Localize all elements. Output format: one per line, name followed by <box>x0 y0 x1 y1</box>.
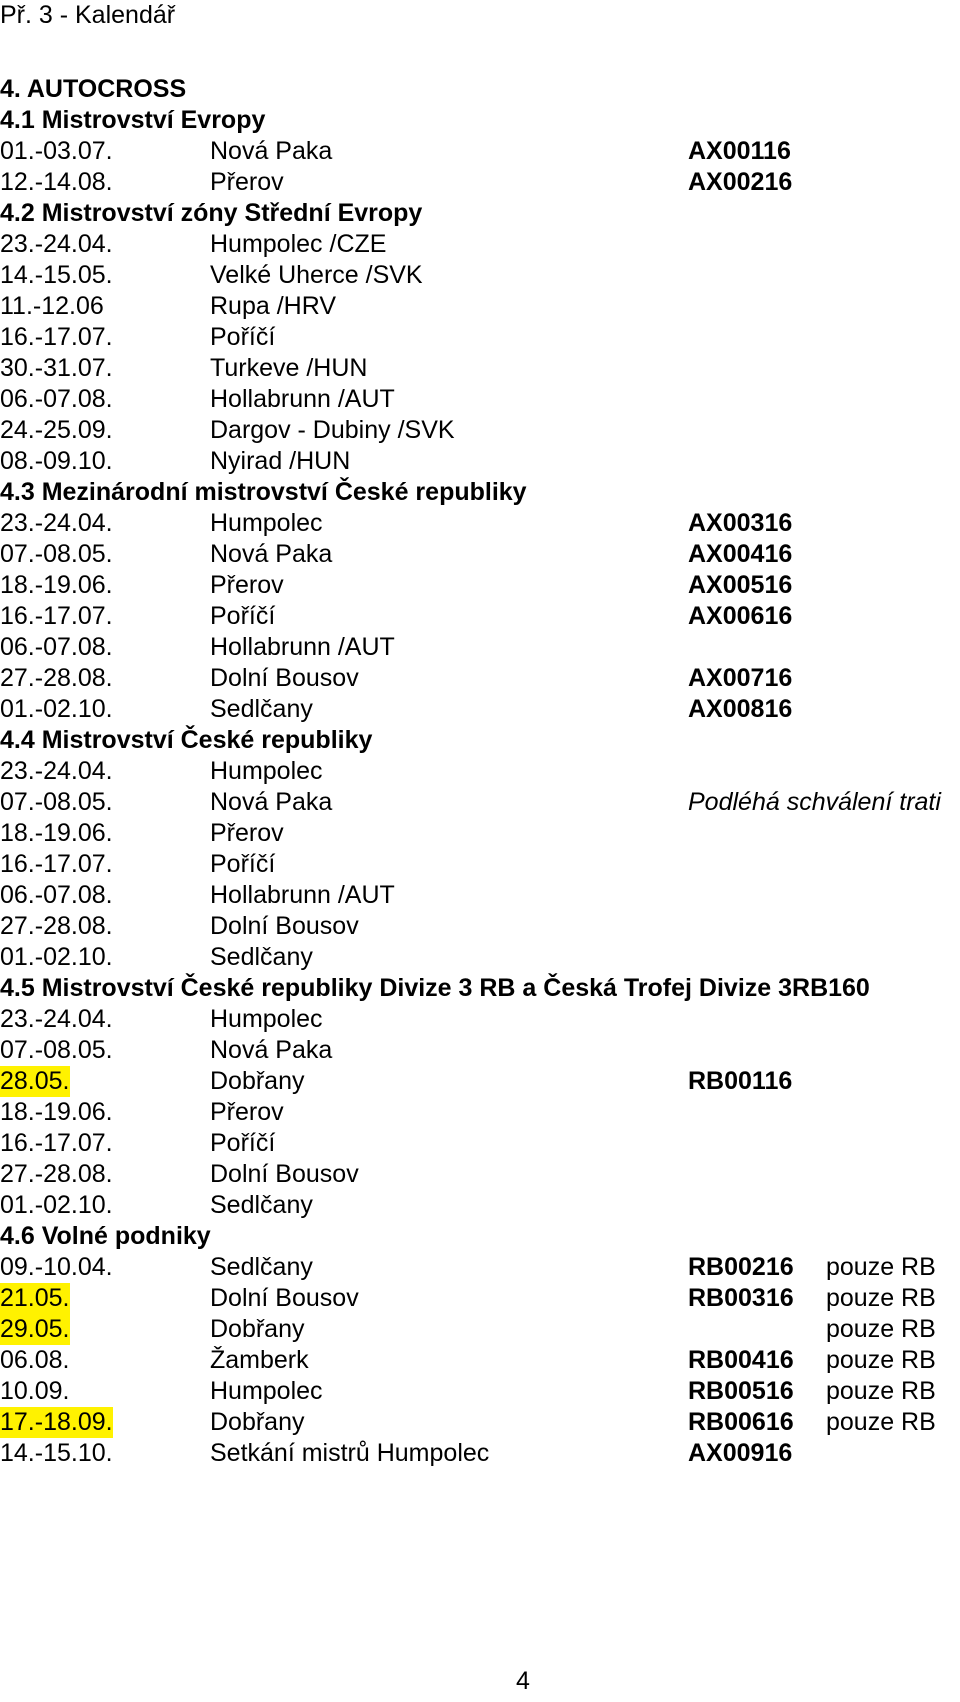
event-date: 27.-28.08. <box>0 1160 113 1188</box>
event-note: pouze RB <box>826 1284 936 1312</box>
event-row <box>0 1314 960 1345</box>
event-row <box>0 632 960 663</box>
event-date: 27.-28.08. <box>0 664 113 692</box>
event-place: Setkání mistrů Humpolec <box>210 1439 490 1467</box>
event-date: 01.-03.07. <box>0 137 113 165</box>
event-date: 07.-08.05. <box>0 788 113 816</box>
event-date: 06.-07.08. <box>0 881 113 909</box>
event-row <box>0 756 960 787</box>
event-row <box>0 136 960 167</box>
event-place: Humpolec <box>210 1377 323 1405</box>
event-date: 06.08. <box>0 1346 70 1374</box>
event-row <box>0 1097 960 1128</box>
event-code: RB00516 <box>688 1377 794 1405</box>
event-note: pouze RB <box>826 1377 936 1405</box>
event-place: Dolní Bousov <box>210 664 359 692</box>
event-date: 16.-17.07. <box>0 323 113 351</box>
event-row <box>0 818 960 849</box>
event-row <box>0 384 960 415</box>
event-place: Sedlčany <box>210 1191 313 1219</box>
event-date: 24.-25.09. <box>0 416 113 444</box>
event-place: Sedlčany <box>210 1253 313 1281</box>
event-row <box>0 570 960 601</box>
event-row <box>0 911 960 942</box>
event-code: AX00216 <box>688 168 793 196</box>
event-date: 08.-09.10. <box>0 447 113 475</box>
event-place: Humpolec <box>210 757 323 785</box>
event-date: 07.-08.05. <box>0 540 113 568</box>
event-row <box>0 508 960 539</box>
event-row <box>0 1128 960 1159</box>
event-place: Turkeve /HUN <box>210 354 368 382</box>
event-row <box>0 1066 960 1097</box>
event-date: 01.-02.10. <box>0 695 113 723</box>
event-date: 06.-07.08. <box>0 385 113 413</box>
event-code: AX00816 <box>688 695 793 723</box>
event-place: Nová Paka <box>210 788 333 816</box>
event-place: Humpolec <box>210 1005 323 1033</box>
event-place: Poříčí <box>210 850 276 878</box>
event-place: Dolní Bousov <box>210 1160 359 1188</box>
event-place: Dobřany <box>210 1408 305 1436</box>
event-place: Dargov - Dubiny /SVK <box>210 416 455 444</box>
event-code: AX00516 <box>688 571 793 599</box>
event-date: 23.-24.04. <box>0 230 113 258</box>
calendar-content <box>0 74 960 1469</box>
event-place: Poříčí <box>210 1129 276 1157</box>
event-place: Nová Paka <box>210 137 333 165</box>
event-row <box>0 663 960 694</box>
event-row <box>0 446 960 477</box>
event-row <box>0 787 960 818</box>
event-code: RB00216 <box>688 1253 794 1281</box>
event-date: 23.-24.04. <box>0 1005 113 1033</box>
sections <box>0 105 960 1469</box>
event-remark: Podléhá schválení trati <box>688 788 941 816</box>
event-row <box>0 601 960 632</box>
event-row <box>0 353 960 384</box>
section-title: 4.5 Mistrovství České republiky Divize 3 RB a Česká Trofej Divize 3RB160 <box>0 974 870 1002</box>
event-place: Hollabrunn /AUT <box>210 385 395 413</box>
page-number: 4 <box>516 1667 530 1695</box>
section-title: 4.4 Mistrovství České republiky <box>0 726 373 754</box>
event-code: RB00116 <box>688 1067 793 1095</box>
event-row <box>0 849 960 880</box>
event-row <box>0 942 960 973</box>
event-row <box>0 1190 960 1221</box>
event-date: 21.05. <box>0 1284 70 1312</box>
event-code: AX00416 <box>688 540 793 568</box>
event-row <box>0 322 960 353</box>
event-place: Přerov <box>210 1098 284 1126</box>
event-place: Poříčí <box>210 602 276 630</box>
event-place: Poříčí <box>210 323 276 351</box>
event-place: Sedlčany <box>210 695 313 723</box>
event-row <box>0 539 960 570</box>
event-note: pouze RB <box>826 1253 936 1281</box>
section-title: 4.2 Mistrovství zóny Střední Evropy <box>0 199 423 227</box>
event-place: Přerov <box>210 168 284 196</box>
event-row <box>0 291 960 322</box>
event-code: AX00616 <box>688 602 793 630</box>
event-row <box>0 260 960 291</box>
event-date: 10.09. <box>0 1377 70 1405</box>
event-place: Humpolec <box>210 509 323 537</box>
event-row <box>0 1252 960 1283</box>
event-row <box>0 880 960 911</box>
event-code: AX00116 <box>688 137 791 165</box>
event-date: 01.-02.10. <box>0 943 113 971</box>
event-place: Velké Uherce /SVK <box>210 261 423 289</box>
event-date: 16.-17.07. <box>0 850 113 878</box>
event-date: 06.-07.08. <box>0 633 113 661</box>
event-date: 17.-18.09. <box>0 1408 113 1436</box>
event-row <box>0 1283 960 1314</box>
event-place: Hollabrunn /AUT <box>210 633 395 661</box>
event-code: AX00316 <box>688 509 793 537</box>
event-row <box>0 415 960 446</box>
event-row <box>0 1376 960 1407</box>
event-date: 14.-15.10. <box>0 1439 113 1467</box>
event-code: AX00716 <box>688 664 793 692</box>
event-place: Rupa /HRV <box>210 292 336 320</box>
event-code: RB00416 <box>688 1346 794 1374</box>
event-date: 23.-24.04. <box>0 509 113 537</box>
event-date: 12.-14.08. <box>0 168 113 196</box>
event-date: 16.-17.07. <box>0 1129 113 1157</box>
event-row <box>0 1159 960 1190</box>
event-code: RB00316 <box>688 1284 794 1312</box>
event-row <box>0 167 960 198</box>
event-date: 18.-19.06. <box>0 819 113 847</box>
event-place: Hollabrunn /AUT <box>210 881 395 909</box>
page-header: Př. 3 - Kalendář <box>0 1 176 29</box>
event-date: 28.05. <box>0 1067 70 1095</box>
event-date: 29.05. <box>0 1315 70 1343</box>
event-place: Žamberk <box>210 1346 309 1374</box>
event-date: 23.-24.04. <box>0 757 113 785</box>
section-title: 4.1 Mistrovství Evropy <box>0 106 266 134</box>
event-place: Nová Paka <box>210 540 333 568</box>
event-row <box>0 1438 960 1469</box>
event-row <box>0 229 960 260</box>
event-place: Nová Paka <box>210 1036 333 1064</box>
event-date: 09.-10.04. <box>0 1253 113 1281</box>
event-row <box>0 1407 960 1438</box>
event-date: 14.-15.05. <box>0 261 113 289</box>
event-note: pouze RB <box>826 1346 936 1374</box>
event-date: 11.-12.06 <box>0 292 104 320</box>
event-date: 18.-19.06. <box>0 571 113 599</box>
event-place: Dobřany <box>210 1067 305 1095</box>
event-date: 07.-08.05. <box>0 1036 113 1064</box>
event-row <box>0 694 960 725</box>
event-note: pouze RB <box>826 1408 936 1436</box>
event-note: pouze RB <box>826 1315 936 1343</box>
event-place: Přerov <box>210 819 284 847</box>
event-place: Humpolec /CZE <box>210 230 387 258</box>
event-place: Přerov <box>210 571 284 599</box>
event-date: 27.-28.08. <box>0 912 113 940</box>
event-date: 16.-17.07. <box>0 602 113 630</box>
event-place: Nyirad /HUN <box>210 447 351 475</box>
event-place: Sedlčany <box>210 943 313 971</box>
event-row <box>0 1004 960 1035</box>
event-place: Dobřany <box>210 1315 305 1343</box>
main-title: 4. AUTOCROSS <box>0 75 187 103</box>
event-place: Dolní Bousov <box>210 912 359 940</box>
event-date: 01.-02.10. <box>0 1191 113 1219</box>
event-place: Dolní Bousov <box>210 1284 359 1312</box>
event-row <box>0 1345 960 1376</box>
event-code: RB00616 <box>688 1408 794 1436</box>
section-title: 4.3 Mezinárodní mistrovství České republiky <box>0 478 527 506</box>
event-date: 18.-19.06. <box>0 1098 113 1126</box>
event-date: 30.-31.07. <box>0 354 113 382</box>
section-title: 4.6 Volné podniky <box>0 1222 211 1250</box>
event-code: AX00916 <box>688 1439 793 1467</box>
event-row <box>0 1035 960 1066</box>
